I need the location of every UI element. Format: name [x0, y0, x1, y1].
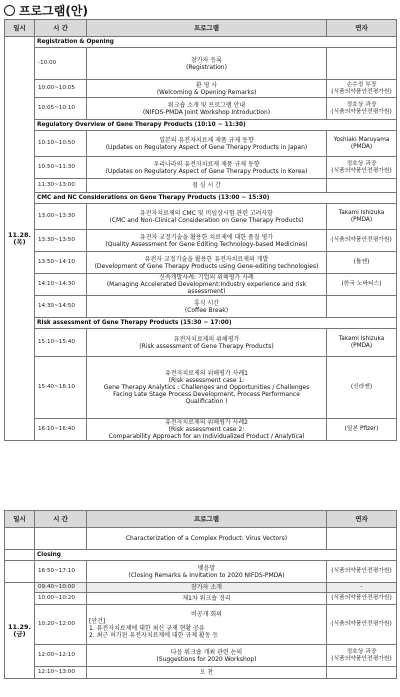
program-line: 환 영 사: [195, 81, 218, 89]
presenter-cell: [327, 583, 397, 593]
page-title: 프로그램(안): [4, 2, 88, 19]
program-line: (Risk assessment of Gene Therapy Products): [139, 342, 274, 350]
program-line: 유전자치료제의 위해평가 사례1: [165, 370, 248, 377]
program-cell: [87, 329, 327, 357]
program-cell: [87, 357, 327, 419]
program-line: 맺음말: [197, 564, 216, 572]
presenter-cell: [327, 230, 397, 252]
program-cell: [87, 131, 327, 157]
section-row: [5, 318, 397, 329]
table-row: [5, 98, 397, 120]
time-cell: 10:00~10:20: [35, 593, 87, 605]
section-heading: Regulatory Overview of Gene Therapy Products (10:10 ~ 11:30): [35, 120, 397, 131]
time-cell: 10:50~11:30: [35, 157, 87, 179]
program-line: Takami Ishizuka: [338, 209, 385, 216]
time-cell: -10:00: [35, 48, 87, 80]
time-cell-empty: [35, 528, 87, 550]
table-row: [5, 252, 397, 274]
time-cell: 10:05~10:10: [35, 98, 87, 120]
program-line: 점 심 시 간: [192, 182, 221, 189]
program-cell: [87, 561, 327, 583]
program-line: 참가자 소개: [191, 584, 222, 591]
continuation-row: [5, 528, 397, 550]
presenter-cell: [327, 593, 397, 605]
table-row: [5, 561, 397, 583]
day-date: 11.29.: [7, 622, 32, 631]
program-line: 참가자 등록: [191, 56, 222, 64]
program-line: 유전자치료제의 CMC 및 비임상시험 관련 고려사항: [139, 209, 274, 217]
program-line: (한국 노바티스): [341, 281, 382, 287]
header-time: 시 간: [35, 20, 87, 37]
program-line: 다음 워크숍 개최 관련 논의: [170, 648, 243, 656]
program-cell: [87, 583, 327, 593]
presenter-cell: [327, 667, 397, 679]
presenter-cell-empty: [327, 528, 397, 550]
program-line: Gene Therapy Analytics : Challenges and Opportunities / Challenges: [103, 384, 310, 391]
program-cell: [87, 274, 327, 296]
program-line: 유전자치료제의 위해평가: [173, 335, 240, 343]
section-heading: Risk assessment of Gene Therapy Products (15:30 ~ 17:00): [35, 318, 397, 329]
presenter-cell: [327, 157, 397, 179]
presenter-cell: [327, 419, 397, 441]
program-line: 2. 최근 허가된 유전자치료제에 대한 규제 활동 등: [89, 631, 219, 639]
program-line: (Quality Assessment for Gene Editing Technology-based Medicines): [105, 240, 308, 248]
section-heading: Closing: [35, 550, 397, 561]
table-row: [5, 274, 397, 296]
program-line: Yoshiaki Maruyama: [333, 136, 390, 143]
table-row: [5, 157, 397, 179]
time-cell: 16:10~16:40: [35, 419, 87, 441]
program-line: (Coffee Break): [184, 306, 229, 314]
header-presenter: 연자: [327, 511, 397, 528]
header-program: 프로그램: [87, 20, 327, 37]
program-cell: [87, 80, 327, 98]
table-row: [5, 419, 397, 441]
program-line: (Suggestions for 2020 Workshop): [156, 655, 257, 663]
day-cell-empty: [5, 550, 35, 561]
circle-bullet-icon: [4, 5, 15, 16]
time-cell: 12:10~13:00: [35, 667, 87, 679]
program-cell: [87, 48, 327, 80]
program-cell: [87, 98, 327, 120]
table-row: [5, 583, 397, 593]
program-cell: [87, 593, 327, 605]
program-line: (Updates on Regulatory Aspect of Gene Therapy Products in Korea): [105, 167, 308, 175]
program-line: (식품의약품안전평가원): [331, 621, 392, 627]
program-cell: [87, 645, 327, 667]
program-line: 제1차 워크숍 정리: [182, 595, 231, 602]
time-cell: 11:30~13:00: [35, 179, 87, 193]
program-line: 오 찬: [199, 669, 214, 676]
program-line: Qualification ): [185, 398, 228, 405]
presenter-cell: [327, 605, 397, 645]
time-cell: 13:50~14:10: [35, 252, 87, 274]
header-presenter: 연자: [327, 20, 397, 37]
program-cell: Characterization of a Complex Product: Virus Vectors): [87, 528, 327, 550]
program-cell: [87, 667, 327, 679]
program-line: Facing Late Stage Process Development, Process Performance: [113, 391, 300, 398]
program-line: -: [360, 584, 363, 590]
header-time: 시 간: [35, 511, 87, 528]
presenter-cell: [327, 645, 397, 667]
program-line: [안건]: [89, 617, 106, 625]
day-cell: [5, 583, 35, 679]
presenter-cell: [327, 329, 397, 357]
table-row: [5, 179, 397, 193]
program-cell: [87, 252, 327, 274]
day-cell: [5, 37, 35, 441]
program-line: (식품의약품안전평가원): [331, 237, 392, 243]
section-row: [5, 120, 397, 131]
program-line: (PMDA): [350, 143, 373, 150]
program-line: (Development of Gene Therapy Products using Gene-editing technologies): [94, 262, 319, 270]
time-cell: 09:40~10:00: [35, 583, 87, 593]
program-line: (PMDA): [350, 216, 373, 223]
program-cell: [87, 179, 327, 193]
time-cell: 15:10~15:40: [35, 329, 87, 357]
presenter-cell: [327, 274, 397, 296]
header-day: 일시: [5, 20, 35, 37]
table-row: [5, 667, 397, 679]
time-cell: 14:10~14:30: [35, 274, 87, 296]
program-line: (툴젠): [353, 259, 370, 265]
program-line: (CMC and Non-Clinical Consideration on Gene Therapy Products): [109, 216, 304, 224]
section-row: [5, 550, 397, 561]
program-cell: [87, 204, 327, 230]
program-cell: [87, 157, 327, 179]
program-line: 유전자 교정기술을 활용한 치료제에 대한 품질 평가: [139, 233, 274, 241]
program-line: (식품의약품안전평가원): [331, 88, 392, 95]
program-line: (식품의약품안전평가원): [331, 655, 392, 662]
program-line: Takami Ishizuka: [338, 335, 385, 342]
day-cell-empty: [5, 528, 35, 550]
program-line: 워크숍 소개 및 프로그램 안내: [167, 101, 246, 109]
presenter-cell: [327, 179, 397, 193]
presenter-cell: [327, 131, 397, 157]
program-line: (신라젠): [350, 384, 373, 390]
section-heading: CMC and NC Considerations on Gene Therapy Products (13:00 ~ 15:30): [35, 193, 397, 204]
table-row: [5, 605, 397, 645]
program-line: (NIFDS-PMDA Joint Workshop Introduction): [142, 108, 271, 116]
schedule-table-day2: [4, 510, 397, 679]
time-cell: 10:10~10:50: [35, 131, 87, 157]
presenter-cell: [327, 296, 397, 318]
program-line: 비공개 회의: [191, 610, 222, 618]
table-row: [5, 593, 397, 605]
time-cell: 15:40~16:10: [35, 357, 87, 419]
time-cell: 14:30~14:50: [35, 296, 87, 318]
section-heading: Registration & Opening: [35, 37, 397, 48]
program-line: (Risk assessment case 1:: [168, 377, 245, 384]
schedule-table-day1: [4, 19, 397, 441]
table-row: [5, 230, 397, 252]
program-line: (식품의약품안전평가원): [331, 167, 392, 174]
presenter-cell: [327, 561, 397, 583]
program-line: (Risk assessment case 2:: [168, 426, 245, 433]
program-line: 유전자 교정기술을 활용한 유전자치료제의 개발: [144, 255, 269, 263]
table-row: [5, 48, 397, 80]
program-line: 1. 유전자치료제에 대한 최신 규제 현황 공유: [89, 624, 205, 632]
presenter-cell: [327, 98, 397, 120]
program-line: Comparability Approach for an Individualized Product / Analytical: [108, 433, 305, 440]
program-line: (Welcoming & Opening Remarks): [156, 88, 257, 96]
program-line: (일본 Pfizer): [344, 426, 379, 432]
table-row: [5, 645, 397, 667]
program-line: 일본의 유전자치료제 제품 규제 동향: [159, 136, 254, 144]
time-cell: 10:20~12:00: [35, 605, 87, 645]
program-line: 정호상 과장: [346, 648, 377, 655]
table-row: [5, 131, 397, 157]
program-cell: [87, 296, 327, 318]
day-weekday: (금): [13, 629, 26, 638]
program-line: (식품의약품안전평가원): [331, 108, 392, 115]
program-line: (PMDA): [350, 342, 373, 349]
program-line: (Managing Accelerated Development:Industry experience and risk assessment): [106, 281, 307, 295]
section-row: [5, 37, 397, 48]
table-row: [5, 357, 397, 419]
day-cell-empty: [5, 561, 35, 583]
program-line: 휴식 시간: [193, 299, 220, 307]
program-line: 손수정 부장: [346, 81, 377, 88]
time-cell: 13:30~13:50: [35, 230, 87, 252]
time-cell: 16:50~17:10: [35, 561, 87, 583]
day-weekday: (목): [13, 237, 26, 246]
presenter-cell: [327, 204, 397, 230]
table-row: [5, 80, 397, 98]
presenter-cell: [327, 80, 397, 98]
program-line: (Closing Remarks & Invitation to 2020 NIFDS-PMDA): [128, 571, 285, 579]
presenter-cell: [327, 252, 397, 274]
presenter-cell: [327, 48, 397, 80]
program-line: 신속개발사례: 기업의 위해평가 사례: [159, 274, 254, 281]
table-row: [5, 296, 397, 318]
time-cell: 12:00~12:10: [35, 645, 87, 667]
table-row: [5, 204, 397, 230]
time-cell: 10:00~10:05: [35, 80, 87, 98]
program-line: 유전자치료제의 위해평가 사례2: [165, 419, 248, 426]
program-line: (Updates on Regulatory Aspect of Gene Therapy Products in Japan): [105, 143, 308, 151]
header-program: 프로그램: [87, 511, 327, 528]
program-cell: [87, 230, 327, 252]
program-line: 우리나라의 유전자치료제 제품 규제 동향: [153, 160, 260, 168]
program-cell: [87, 605, 327, 645]
program-cell: [87, 419, 327, 441]
program-line: (식품의약품안전평가원): [331, 595, 392, 601]
day-date: 11.28.: [7, 230, 32, 239]
program-line: 정호상 과장: [346, 160, 377, 167]
table-row: [5, 329, 397, 357]
section-row: [5, 193, 397, 204]
program-line: (식품의약품안전평가원): [331, 568, 392, 574]
presenter-cell: [327, 357, 397, 419]
header-day: 일시: [5, 511, 35, 528]
program-line: (Registration): [186, 63, 227, 71]
program-line: 정호상 과장: [346, 101, 377, 108]
time-cell: 13:00~13:30: [35, 204, 87, 230]
